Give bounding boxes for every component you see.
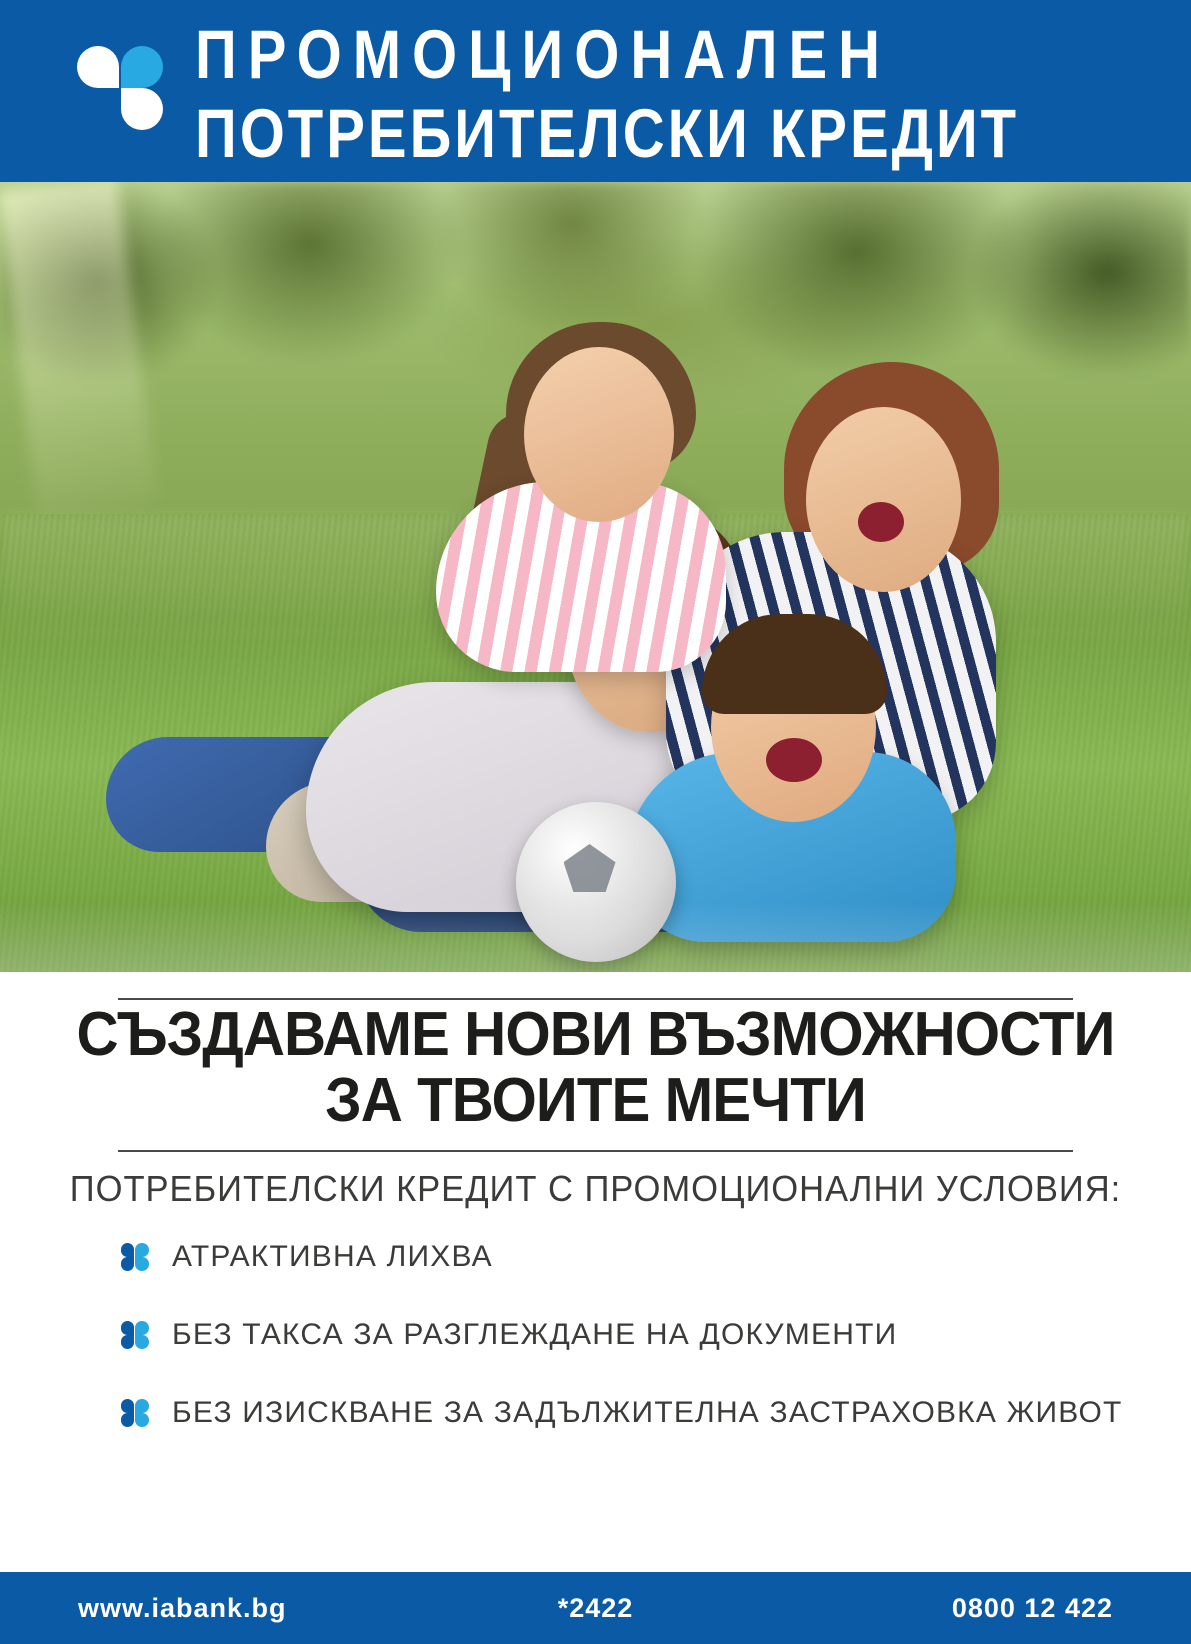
family-group: [106, 252, 1086, 972]
headline-line2: ЗА ТВОИТЕ МЕЧТИ: [325, 1065, 866, 1135]
page-title: [36, 1002, 1156, 1133]
footer-phone-number[interactable]: 0800 12 422: [951, 1592, 1113, 1623]
poster-footer: [0, 1572, 1191, 1644]
footer-short-number[interactable]: *2422: [557, 1592, 634, 1623]
list-item: [120, 1318, 1080, 1352]
girl-head: [524, 347, 674, 522]
header-title-line2: ПОТРЕБИТЕЛСКИ КРЕДИТ: [195, 95, 1020, 173]
list-item-label: АТРАКТИВНА ЛИХВА: [172, 1240, 493, 1273]
header-title-line1: ПРОМОЦИОНАЛЕН: [195, 16, 892, 94]
poster-content: [0, 972, 1191, 1532]
iabank-logo-icon: [75, 42, 167, 134]
footer-website-link[interactable]: www.iabank.bg: [78, 1592, 287, 1623]
mom-head: [806, 407, 961, 592]
mom-mouth: [858, 502, 904, 542]
iabank-bullet-icon: [120, 1242, 150, 1272]
list-item: [120, 1240, 1080, 1274]
subheadline: ПОТРЕБИТЕЛСКИ КРЕДИТ С ПРОМОЦИОНАЛНИ УСЛОВИЯ:: [69, 1168, 1122, 1209]
iabank-bullet-icon: [120, 1398, 150, 1428]
divider-bottom: [118, 1150, 1073, 1152]
boy-mouth: [766, 738, 822, 782]
iabank-bullet-icon: [120, 1320, 150, 1350]
list-item-label: БЕЗ ТАКСА ЗА РАЗГЛЕЖДАНЕ НА ДОКУМЕНТИ: [172, 1318, 898, 1351]
list-item: [120, 1396, 1123, 1430]
benefits-list: [120, 1240, 1123, 1474]
poster-header: [0, 0, 1191, 182]
list-item-label: БЕЗ ИЗИСКВАНЕ ЗА ЗАДЪЛЖИТЕЛНА ЗАСТРАХОВКА ЖИВОТ: [172, 1396, 1123, 1429]
hero-photo: [0, 182, 1191, 972]
headline-line1: СЪЗДАВАМЕ НОВИ ВЪЗМОЖНОСТИ: [76, 1000, 1115, 1069]
header-titles: [195, 16, 1020, 173]
